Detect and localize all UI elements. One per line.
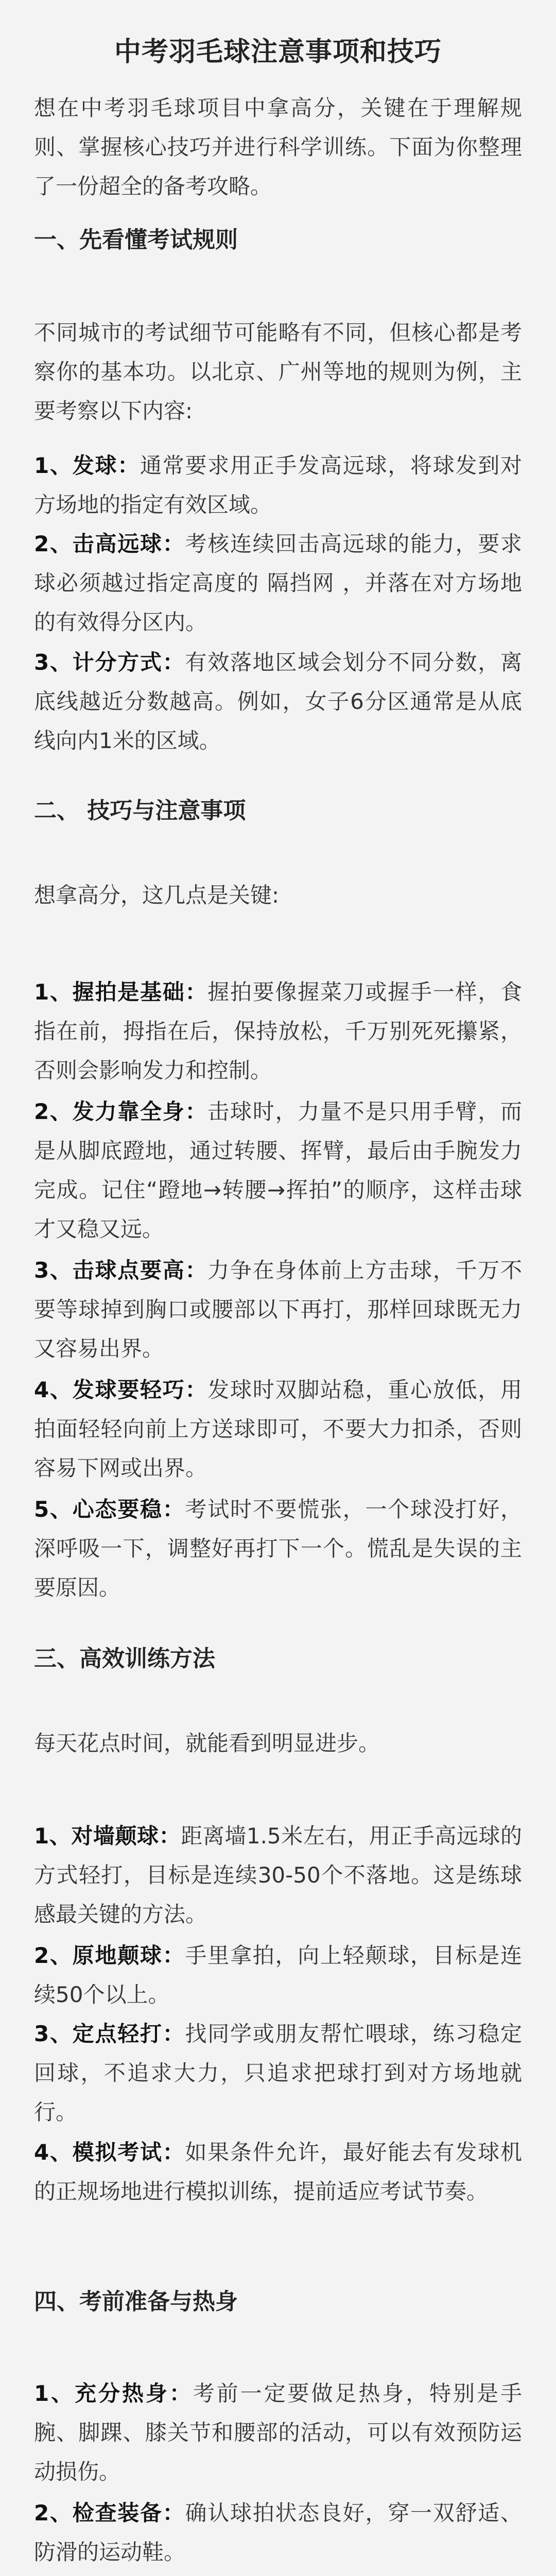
list-item: [34, 446, 522, 524]
section-intro-rules: 不同城市的考试细节可能略有不同，但核心都是考察你的基本功。以北京、广州等地的规则为例，主要考察以下内容:: [34, 320, 522, 423]
list-item: [34, 2374, 522, 2492]
item-text: 考前一定要做足热身，特别是手腕、脚踝、膝关节和腰部的活动，可以有效预防运动损伤。: [34, 2381, 522, 2484]
item-label: 1、发球：: [34, 453, 140, 478]
item-label: 3、计分方式：: [34, 650, 185, 675]
list-item: [34, 2494, 522, 2572]
item-label: 3、定点轻打：: [34, 2021, 185, 2046]
list-item: [34, 1817, 522, 1934]
item-label: 3、击球点要高：: [34, 1258, 208, 1283]
list-item: [34, 524, 522, 642]
page-title: 中考羽毛球注意事项和技巧: [114, 37, 442, 67]
item-text: 确认球拍状态良好，穿一双舒适、防滑的运动鞋。: [34, 2500, 522, 2565]
item-text: 找同学或朋友帮忙喂球，练习稳定回球，不追求大力，只追求把球打到对方场地就行。: [34, 2021, 522, 2125]
item-text: 考核连续回击高远球的能力，要求球必须越过指定高度的 隔挡网 ，并落在对方场地的有效得分区内。: [34, 531, 522, 635]
item-label: 2、发力靠全身：: [34, 1099, 208, 1124]
list-item: [34, 1936, 522, 2014]
list-item: [34, 2133, 522, 2211]
item-label: 1、充分热身：: [34, 2381, 193, 2406]
item-text: 考试时不要慌张，一个球没打好，深呼吸一下，调整好再打下一个。慌乱是失误的主要原因。: [34, 1497, 522, 1600]
section-heading-rules: 一、先看懂考试规则: [34, 227, 238, 253]
section-heading-training: 三、高效训练方法: [34, 1646, 215, 1672]
item-label: 2、击高远球：: [34, 531, 185, 556]
section-heading-tips: 二、 技巧与注意事项: [34, 798, 246, 824]
item-text: 通常要求用正手发高远球，将球发到对方场地的指定有效区域。: [34, 453, 522, 517]
intro-paragraph: 想在中考羽毛球项目中拿高分，关键在于理解规则、掌握核心技巧并进行科学训练。下面为你整理了一份超全的备考攻略。: [34, 95, 522, 199]
item-text: 握拍要像握菜刀或握手一样，食指在前，拇指在后，保持放松，千万别死死攥紧，否则会影响发力和控制。: [34, 979, 522, 1083]
item-text: 手里拿拍，向上轻颠球，目标是连续50个以上。: [34, 1943, 522, 2007]
item-text: 击球时，力量不是只用手臂，而是从脚底蹬地，通过转腰、挥臂，最后由手腕发力完成。记住“蹬地→转腰→挥拍”的顺序，这样击球才又稳又远。: [34, 1099, 522, 1242]
item-label: 1、握拍是基础：: [34, 979, 208, 1005]
list-item: [34, 1370, 522, 1488]
item-label: 4、发球要轻巧：: [34, 1377, 208, 1402]
item-text: 发球时双脚站稳，重心放低，用拍面轻轻向前上方送球即可，不要大力扣杀，否则容易下网或出界。: [34, 1377, 522, 1481]
item-label: 4、模拟考试：: [34, 2140, 185, 2165]
section-intro-tips: 想拿高分，这几点是关键:: [34, 883, 280, 908]
list-item: [34, 1490, 522, 1607]
item-text: 有效落地区域会划分不同分数，离底线越近分数越高。例如，女子6分区通常是从底线向内1米的区域。: [34, 650, 522, 753]
item-text: 如果条件允许，最好能去有发球机的正规场地进行模拟训练，提前适应考试节奏。: [34, 2140, 522, 2204]
list-item: [34, 643, 522, 760]
item-text: 力争在身体前上方击球，千万不要等球掉到胸口或腰部以下再打，那样回球既无力又容易出界。: [34, 1258, 522, 1361]
list-item: [34, 1092, 522, 1249]
item-label: 1、对墙颠球：: [34, 1823, 181, 1849]
item-label: 5、心态要稳：: [34, 1497, 185, 1522]
list-item: [34, 973, 522, 1090]
section-heading-warmup: 四、考前准备与热身: [34, 2289, 238, 2315]
item-label: 2、检查装备：: [34, 2500, 185, 2526]
item-text: 距离墙1.5米左右，用正手高远球的方式轻打，目标是连续30-50个不落地。这是练球感最关键的方法。: [34, 1823, 522, 1927]
list-item: [34, 1251, 522, 1368]
list-item: [34, 2014, 522, 2132]
section-intro-training: 每天花点时间，就能看到明显进步。: [34, 1731, 380, 1756]
item-label: 2、原地颠球：: [34, 1943, 185, 1968]
